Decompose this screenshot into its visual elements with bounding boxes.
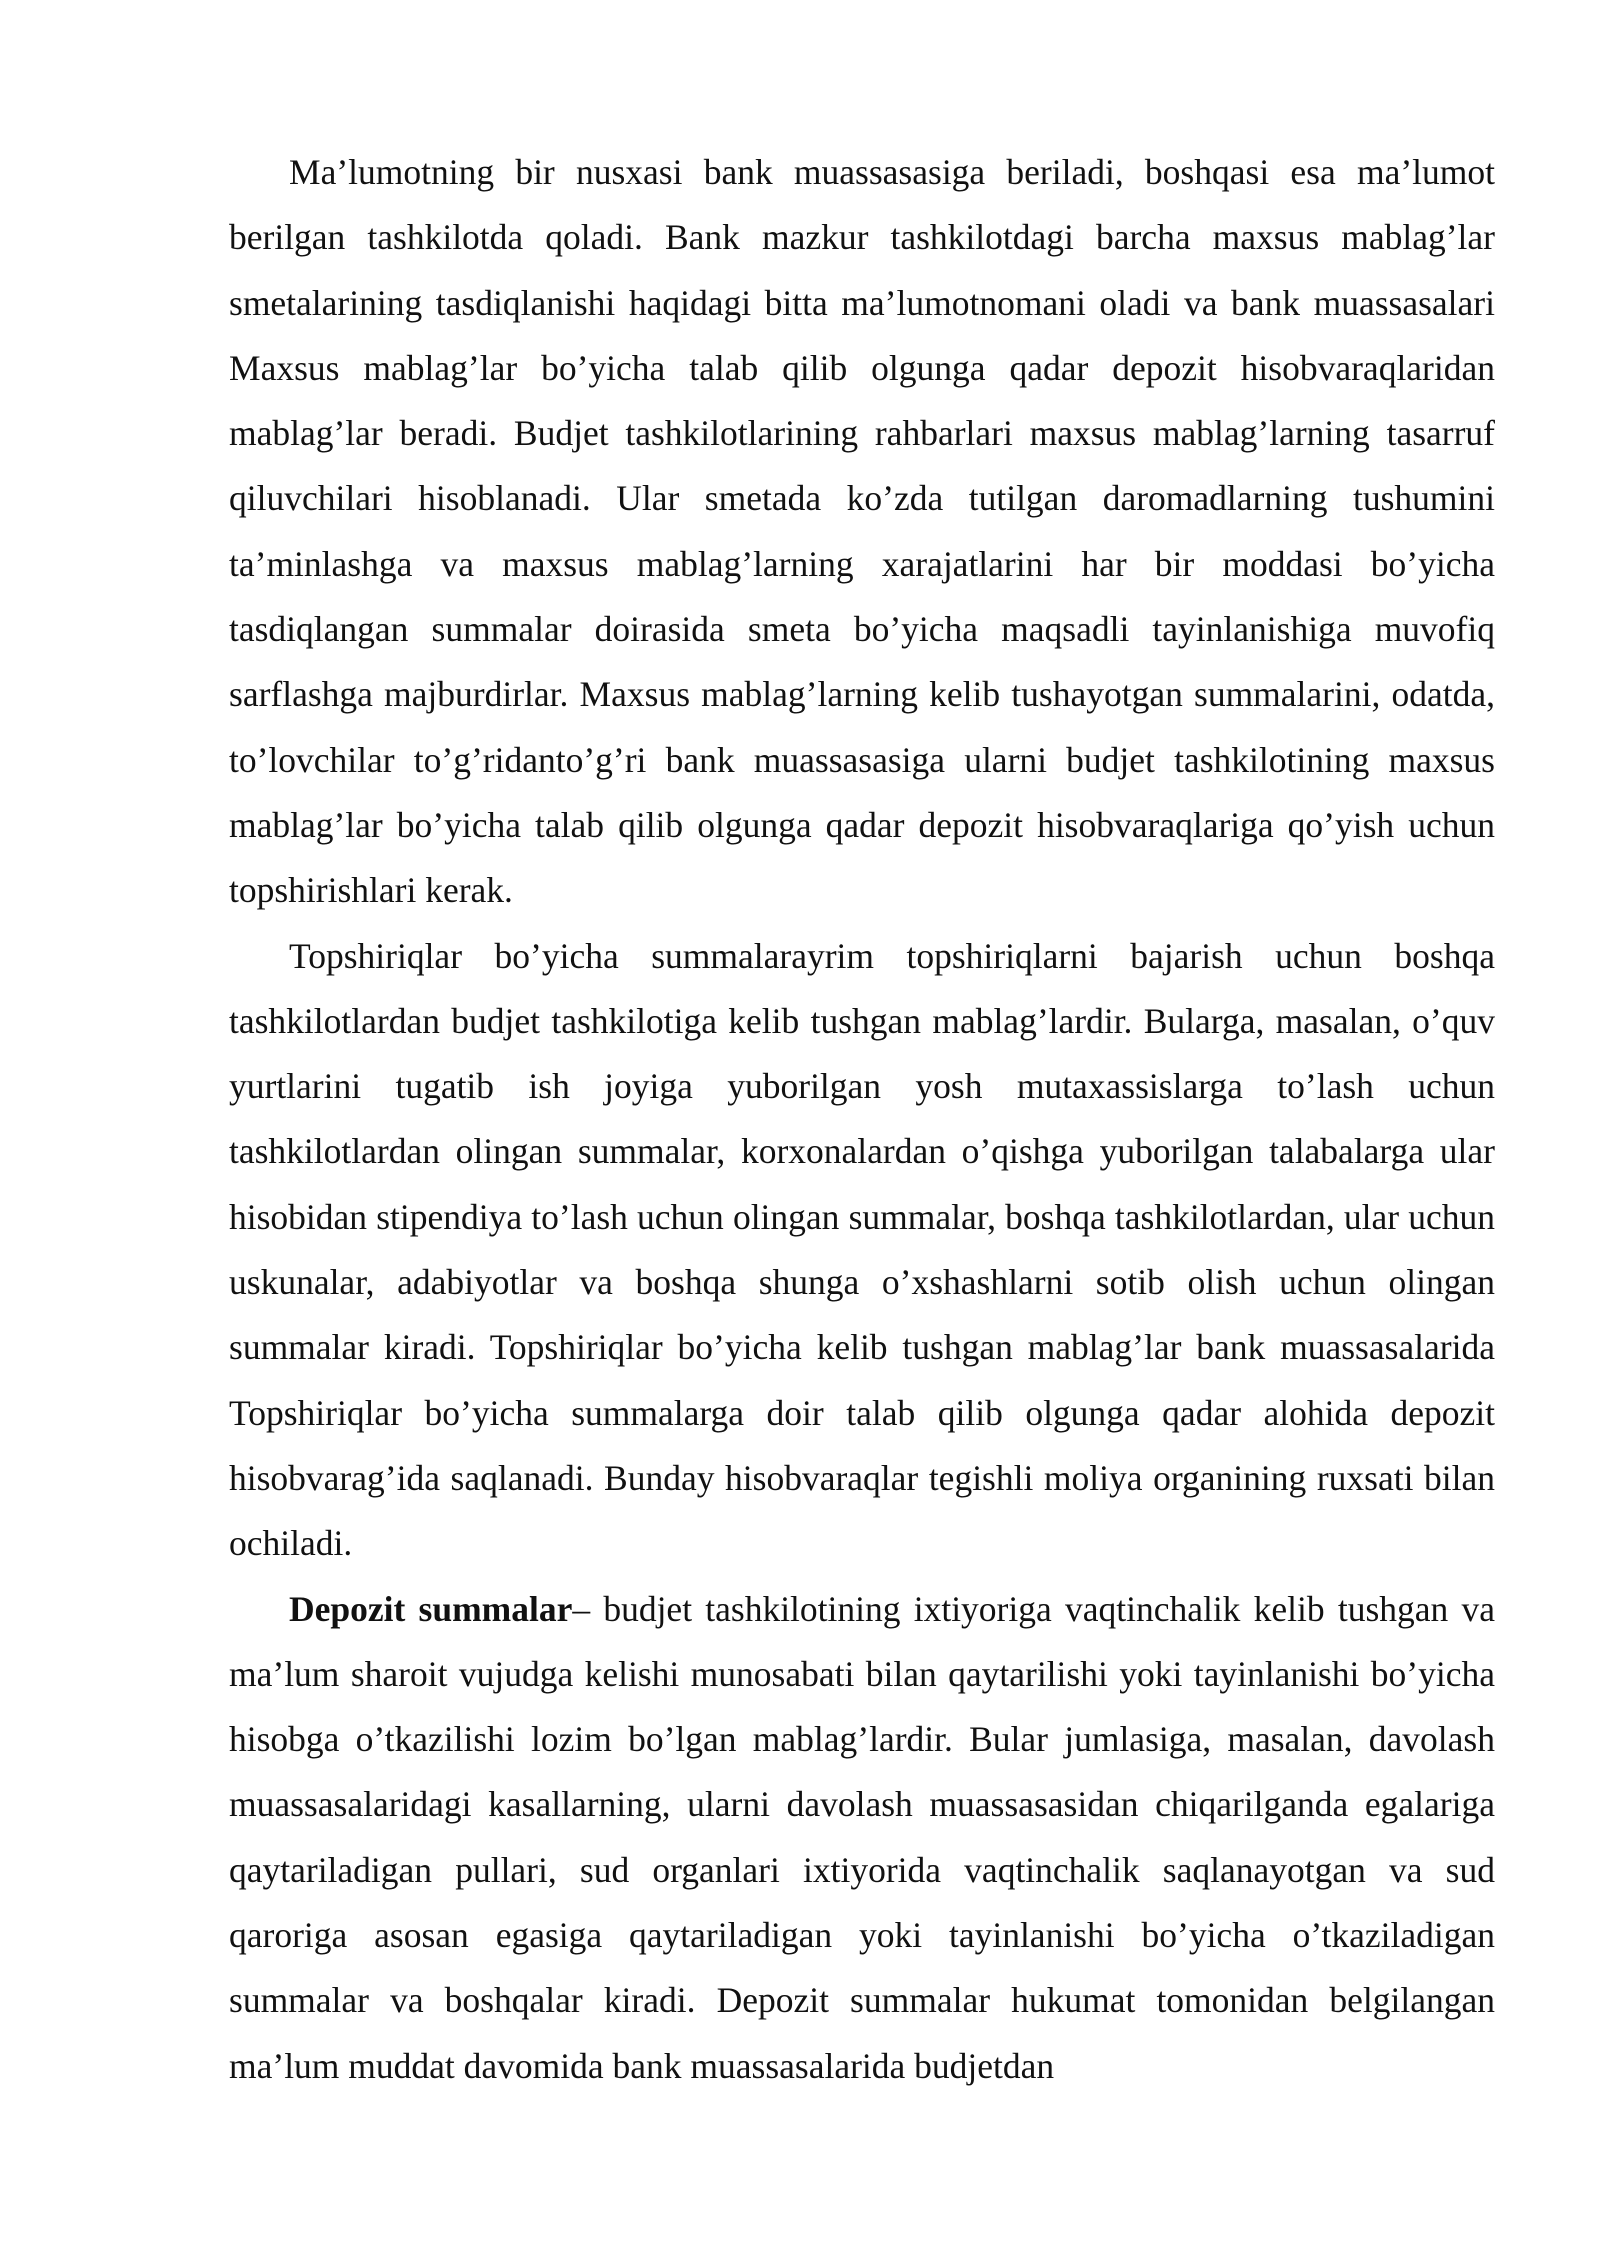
- bold-term: Depozit summalar: [289, 1588, 573, 1629]
- paragraph-2-text: Topshiriqlar bo’yicha summalarayrim topshiriqlarni bajarish uchun boshqa tashkilotlardan budjet tashkilotiga kelib tushgan mablag’lardir. Bularga, masalan, o’quv yurtlarini tugatib ish joyiga yuborilgan yosh mutaxassislarga to’lash uchun tashkilotlardan olingan summalar, korxonalardan o’qishga yuborilgan talabalarga ular hisobidan stipendiya to’lash uchun olingan summalar, boshqa tashkilotlardan, ular uchun uskunalar, adabiyotlar va boshqa shunga o’xshashlarni sotib olish uchun olingan summalar kiradi. Topshiriqlar bo’yicha kelib tushgan mablag’lar bank muassasalarida Topshiriqlar bo’yicha summalarga doir talab qilib olgunga qadar alohida depozit hisobvarag’ida saqlanadi. Bunday hisobvaraqlar tegishli moliya organining ruxsati bilan ochiladi.: [229, 935, 1495, 1564]
- document-page: [229, 140, 1495, 2099]
- paragraph-2: [229, 924, 1495, 1577]
- paragraph-1-text: Ma’lumotning bir nusxasi bank muassasasiga beriladi, boshqasi esa ma’lumot berilgan tashkilotda qoladi. Bank mazkur tashkilotdagi barcha maxsus mablag’lar smetalarining tasdiqlanishi haqidagi bitta ma’lumotnomani oladi va bank muassasalari Maxsus mablag’lar bo’yicha talab qilib olgunga qadar depozit hisobvaraqlaridan mablag’lar beradi. Budjet tashkilotlarining rahbarlari maxsus mablag’larning tasarruf qiluvchilari hisoblanadi. Ular smetada ko’zda tutilgan daromadlarning tushumini ta’minlashga va maxsus mablag’larning xarajatlarini har bir moddasi bo’yicha tasdiqlangan summalar doirasida smeta bo’yicha maqsadli tayinlanishiga muvofiq sarflashga majburdirlar. Maxsus mablag’larning kelib tushayotgan summalarini, odatda, to’lovchilar to’g’ridanto’g’ri bank muassasasiga ularni budjet tashkilotining maxsus mablag’lar bo’yicha talab qilib olgunga qadar depozit hisobvaraqlariga qo’yish uchun topshirishlari kerak.: [229, 152, 1495, 911]
- paragraph-3-text: – budjet tashkilotining ixtiyoriga vaqtinchalik kelib tushgan va ma’lum sharoit vujudga kelishi munosabati bilan qaytarilishi yoki tayinlanishi bo’yicha hisobga o’tkazilishi lozim bo’lgan mablag’lardir. Bular jumlasiga, masalan, davolash muassasalaridagi kasallarning, ularni davolash muassasasidan chiqarilganda egalariga qaytariladigan pullari, sud organlari ixtiyorida vaqtinchalik saqlanayotgan va sud qaroriga asosan egasiga qaytariladigan yoki tayinlanishi bo’yicha o’tkaziladigan summalar va boshqalar kiradi. Depozit summalar hukumat tomonidan belgilangan ma’lum muddat davomida bank muassasalarida budjetdan: [229, 1588, 1495, 2086]
- paragraph-3: [229, 1577, 1495, 2099]
- paragraph-1: [229, 140, 1495, 924]
